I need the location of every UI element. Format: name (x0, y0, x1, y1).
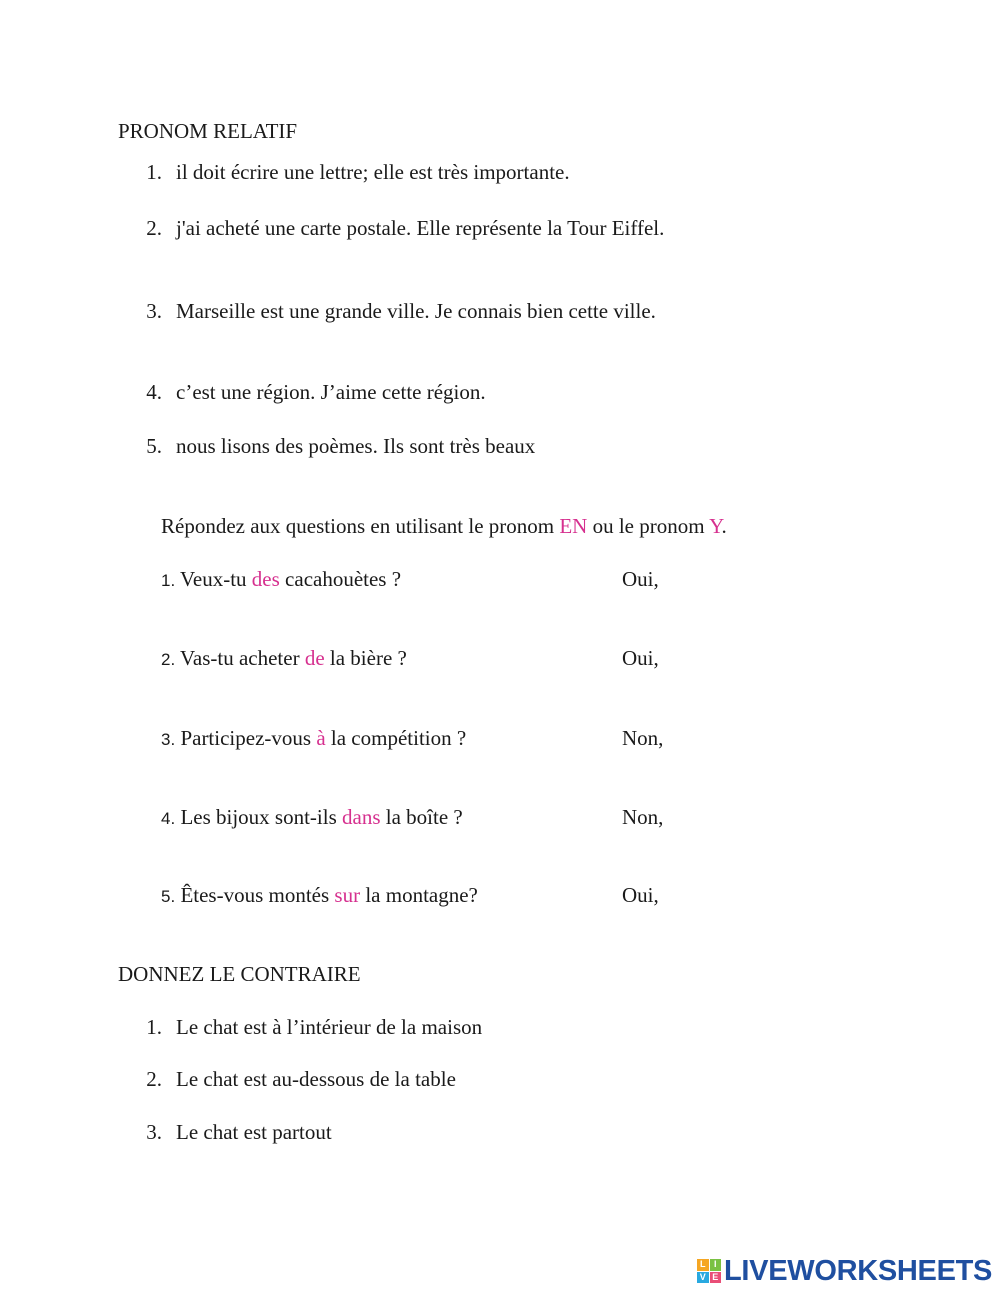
item-number: 2. (146, 216, 162, 240)
item-number: 3. (146, 1120, 162, 1144)
question-part: Les bijoux sont-ils (175, 805, 343, 829)
answer-prefix: Non, (622, 726, 664, 750)
question-number: 5. (161, 887, 176, 906)
item-text: nous lisons des poèmes. Ils sont très beaux (176, 434, 536, 458)
item-text: Le chat est au-dessous de la table (176, 1067, 456, 1091)
item-text: c’est une région. J’aime cette région. (176, 380, 486, 404)
question-part: cacahouètes ? (279, 567, 402, 591)
question-part: Participez-vous (175, 726, 317, 750)
item-number: 2. (146, 1067, 162, 1091)
question-text (161, 885, 478, 906)
question-part: Vas-tu acheter (175, 646, 305, 670)
question-text (161, 807, 463, 828)
item-text: Le chat est partout (176, 1120, 332, 1144)
item-number: 1. (146, 160, 162, 184)
question-part: Veux-tu (175, 567, 252, 591)
section-title-pronom-relatif: PRONOM RELATIF (118, 119, 298, 143)
logo-tile: V (697, 1272, 709, 1284)
instruction-text: Répondez aux questions en utilisant le pronom (161, 514, 560, 538)
section-title-donnez-le-contraire: DONNEZ LE CONTRAIRE (118, 962, 361, 986)
logo-text: LIVEWORKSHEETS (724, 1254, 993, 1287)
instruction-text-end: . (721, 514, 727, 538)
question-highlight: sur (334, 883, 361, 907)
answer-prefix: Non, (622, 805, 664, 829)
question-number: 2. (161, 650, 176, 669)
question-part: la compétition ? (325, 726, 467, 750)
logo-tile: L (697, 1259, 709, 1271)
item-number: 5. (146, 434, 162, 458)
question-highlight: dans (342, 805, 381, 829)
question-part: la montagne? (360, 883, 478, 907)
instruction-line (161, 516, 727, 537)
answer-prefix: Oui, (622, 646, 659, 670)
question-highlight: des (251, 567, 280, 591)
item-text: Le chat est à l’intérieur de la maison (176, 1015, 483, 1039)
item-text: j'ai acheté une carte postale. Elle représente la Tour Eiffel. (176, 216, 665, 240)
answer-prefix: Oui, (622, 567, 659, 591)
question-number: 3. (161, 730, 176, 749)
question-highlight: à (316, 726, 326, 750)
question-number: 1. (161, 571, 176, 590)
question-highlight: de (304, 646, 325, 670)
question-text (161, 569, 401, 590)
instruction-text-mid: ou le pronom (587, 514, 710, 538)
question-part: la bière ? (324, 646, 407, 670)
pronoun-en: EN (559, 514, 588, 538)
item-number: 3. (146, 299, 162, 323)
item-text: il doit écrire une lettre; elle est très importante. (176, 160, 570, 184)
answer-prefix: Oui, (622, 883, 659, 907)
item-number: 4. (146, 380, 162, 404)
logo-mark-icon (697, 1259, 721, 1283)
question-text (161, 648, 407, 669)
liveworksheets-logo (697, 1256, 992, 1286)
logo-tile: E (710, 1272, 722, 1284)
question-text (161, 728, 466, 749)
item-number: 1. (146, 1015, 162, 1039)
question-part: Êtes-vous montés (175, 883, 335, 907)
logo-tile: I (710, 1259, 722, 1271)
pronoun-y: Y (709, 514, 722, 538)
item-text: Marseille est une grande ville. Je connais bien cette ville. (176, 299, 656, 323)
question-part: la boîte ? (380, 805, 463, 829)
question-number: 4. (161, 809, 176, 828)
